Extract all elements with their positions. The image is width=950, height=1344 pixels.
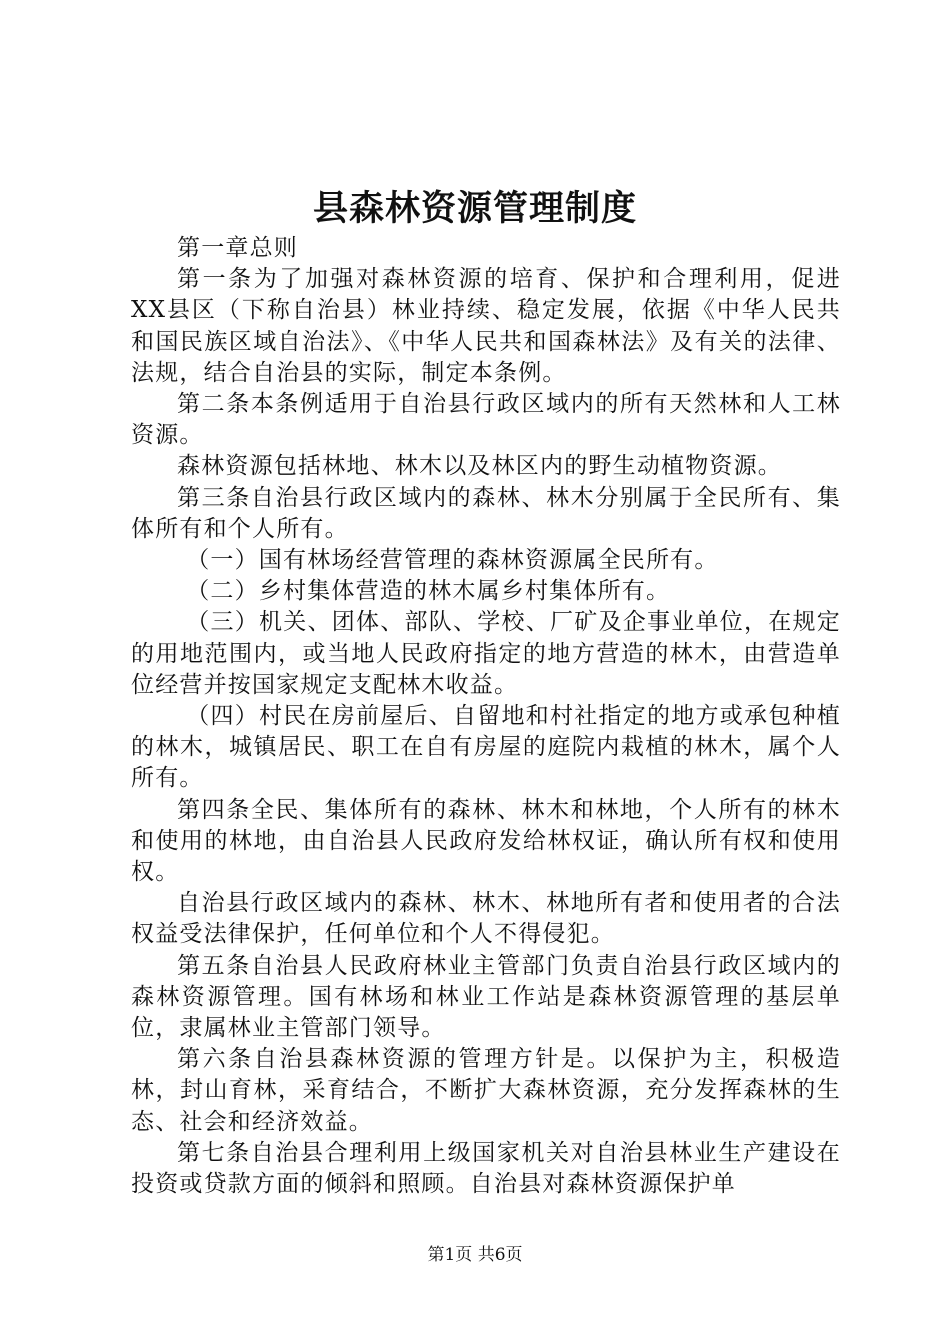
paragraph: （三）机关、团体、部队、学校、厂矿及企事业单位，在规定的用地范围内，或当地人民政府指定的地方营造的林木，由营造单位经营并按国家规定支配林木收益。 xyxy=(131,609,841,698)
paragraph: 自治县行政区域内的森林、林木、林地所有者和使用者的合法权益受法律保护，任何单位和个人不得侵犯。 xyxy=(131,890,841,948)
paragraph: 第七条自治县合理利用上级国家机关对自治县林业生产建设在投资或贷款方面的倾斜和照顾。自治县对森林资源保护单 xyxy=(131,1139,841,1198)
document-title: 县森林资源管理制度 xyxy=(312,188,637,229)
paragraph: 第五条自治县人民政府林业主管部门负责自治县行政区域内的森林资源管理。国有林场和林业工作站是森林资源管理的基层单位，隶属林业主管部门领导。 xyxy=(131,952,841,1042)
paragraph: （一）国有林场经营管理的森林资源属全民所有。 xyxy=(186,547,719,574)
paragraph: 第二条本条例适用于自治县行政区域内的所有天然林和人工林资源。 xyxy=(131,391,841,449)
paragraph: 第六条自治县森林资源的管理方针是。以保护为主，积极造林，封山育林，采育结合，不断扩大森林资源，充分发挥森林的生态、社会和经济效益。 xyxy=(131,1046,841,1135)
paragraph: 第一章总则 xyxy=(177,235,298,261)
paragraph: （四）村民在房前屋后、自留地和村社指定的地方或承包种植的林木，城镇居民、职工在自有房屋的庭院内栽植的林木，属个人所有。 xyxy=(131,703,841,792)
page-number-footer: 第1页 共6页 xyxy=(427,1245,523,1265)
paragraph: （二）乡村集体营造的林木属乡村集体所有。 xyxy=(186,578,671,605)
document-body xyxy=(131,233,841,1200)
paragraph: 第四条全民、集体所有的森林、林木和林地，个人所有的林木和使用的林地，由自治县人民政府发给林权证，确认所有权和使用权。 xyxy=(131,796,841,886)
paragraph: 第一条为了加强对森林资源的培育、保护和合理利用，促进XX县区（下称自治县）林业持续、稳定发展，依据《中华人民共和国民族区域自治法》、《中华人民共和国森林法》及有关的法律、法规，结合自治县的实际，制定本条例。 xyxy=(131,266,841,386)
paragraph: 第三条自治县行政区域内的森林、林木分别属于全民所有、集体所有和个人所有。 xyxy=(131,484,841,542)
paragraph: 森林资源包括林地、林木以及林区内的野生动植物资源。 xyxy=(177,453,782,480)
